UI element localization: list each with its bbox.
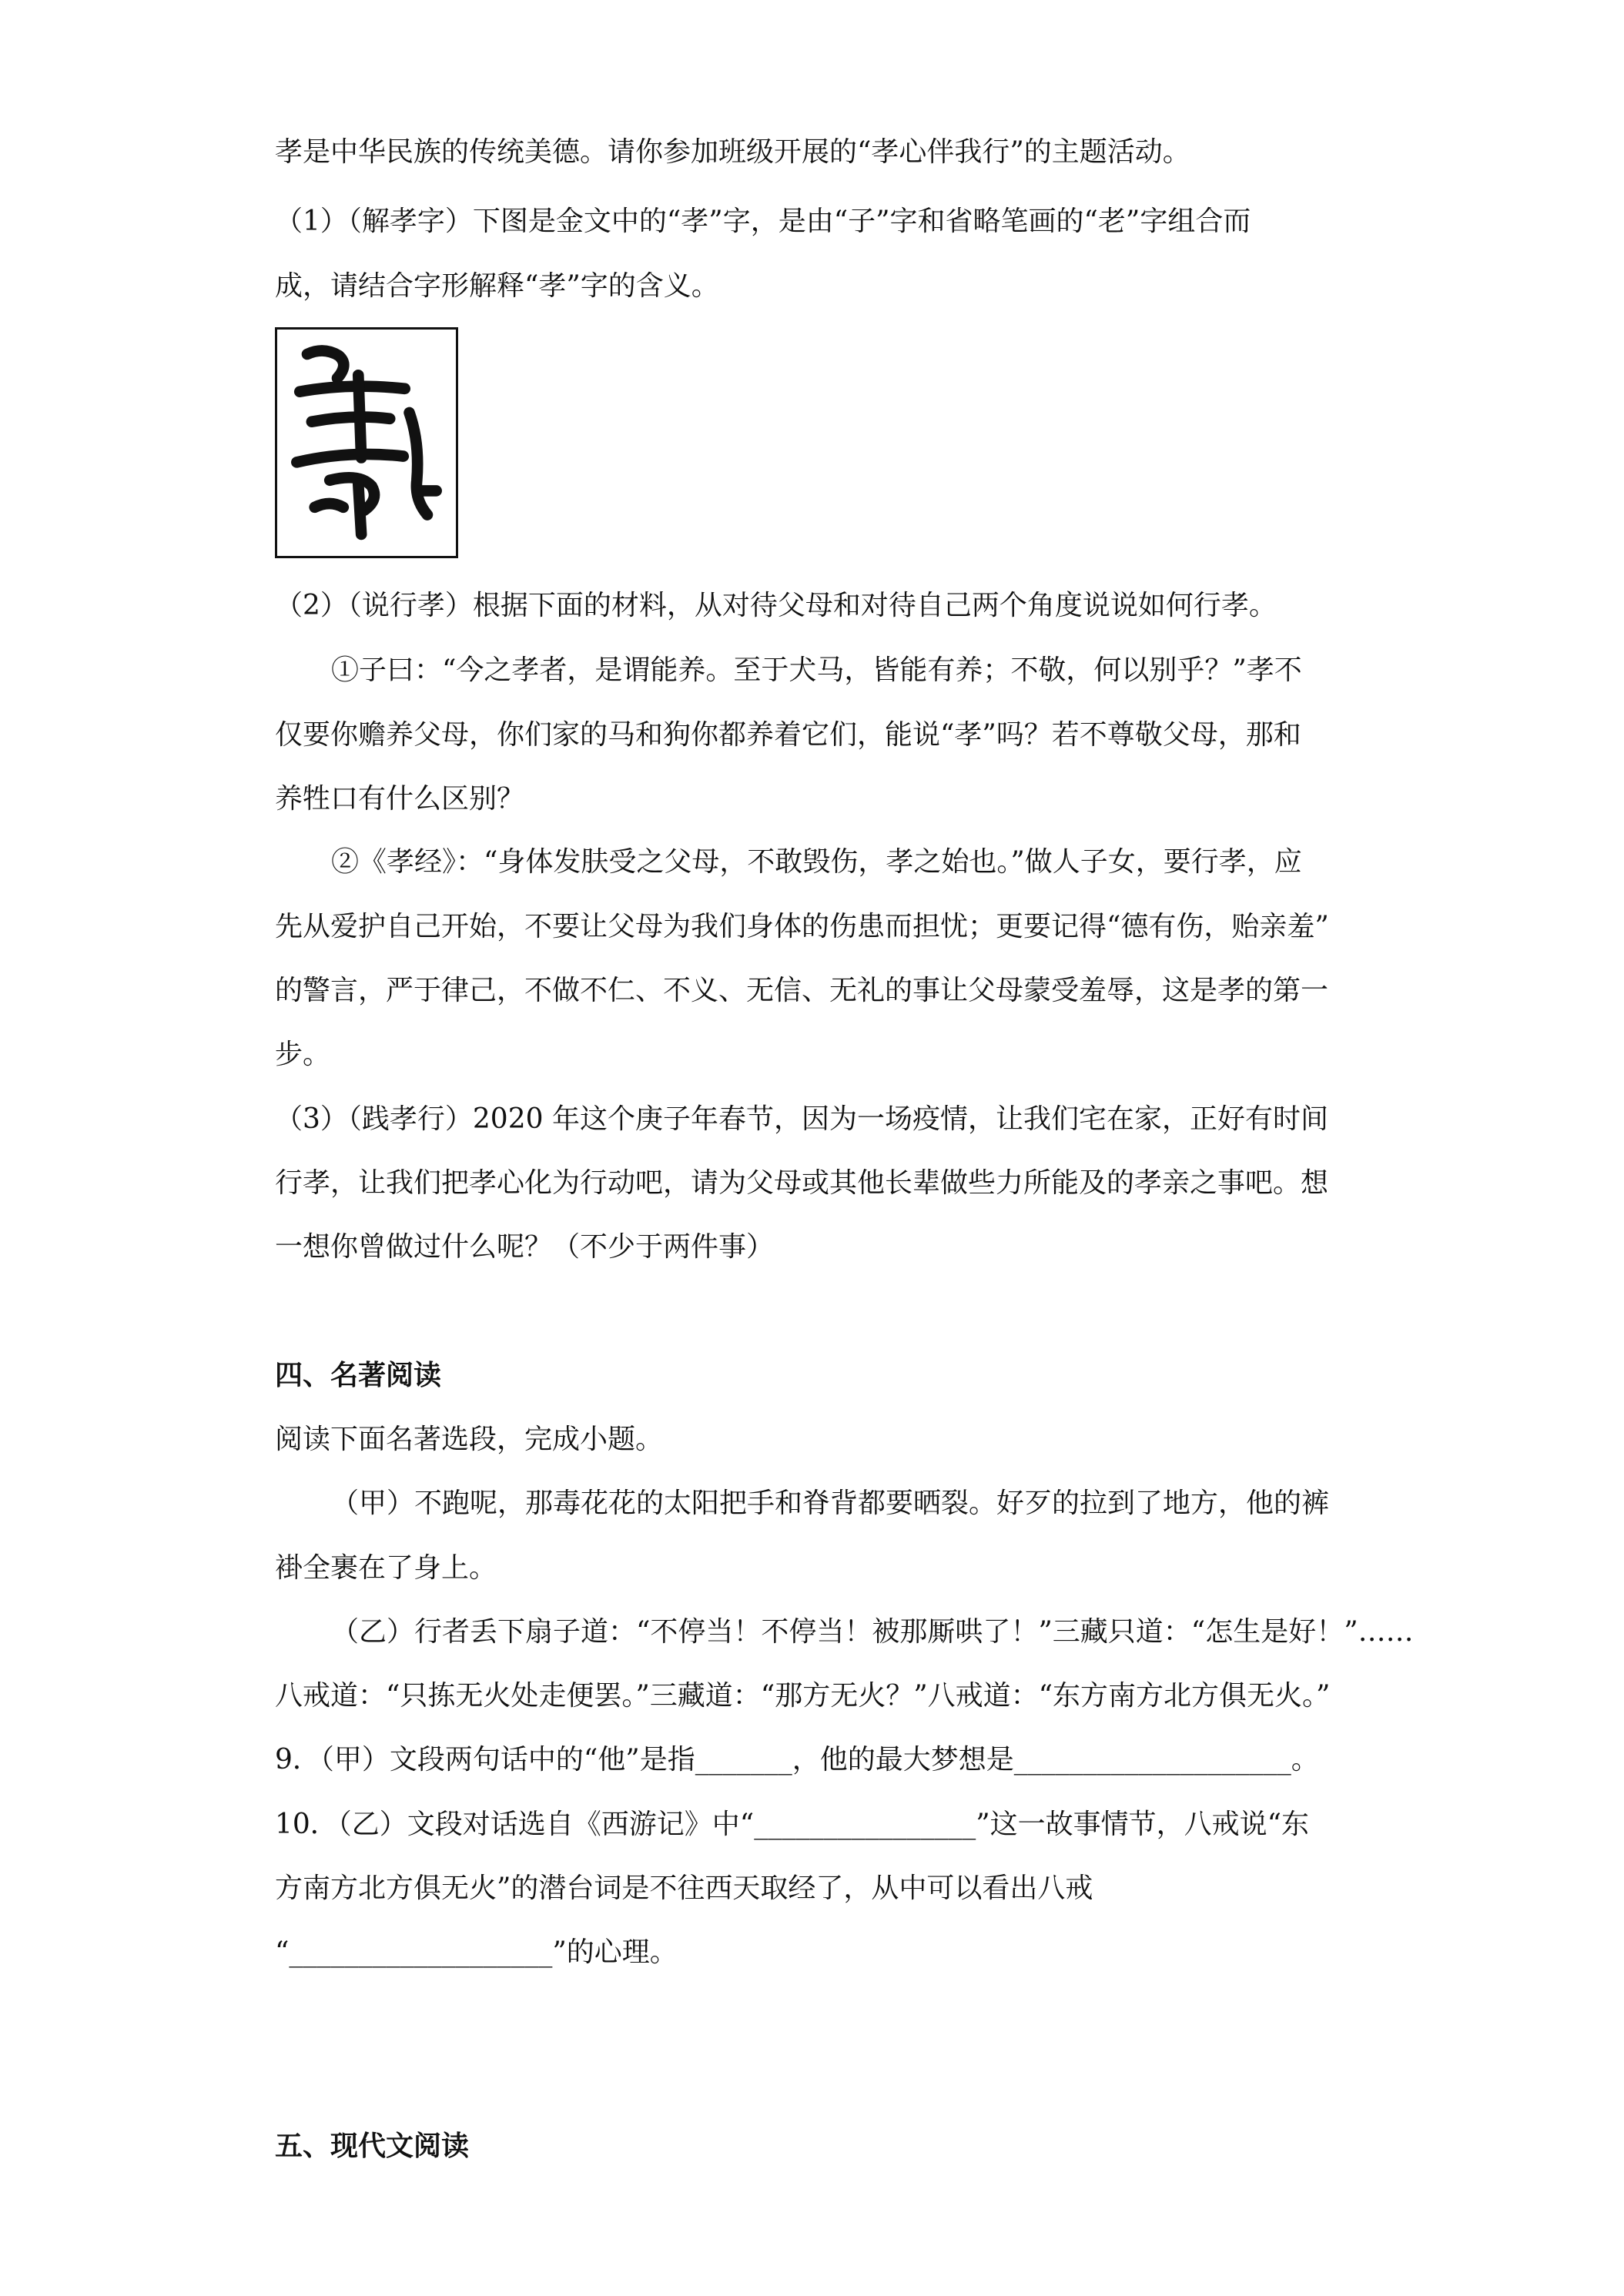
question-10-line-1: 10．（乙）文段对话选自《西游记》中“________________”这一故事情节，八戒说“东 xyxy=(275,1809,1310,1840)
question-3-line-1: （3）（践孝行）2020 年这个庚子年春节，因为一场疫情，让我们宅在家，正好有时间 xyxy=(275,1103,1328,1135)
section-4-heading: 四、名著阅读 xyxy=(275,1360,442,1391)
question-10-line-2: 方南方北方俱无火”的潜台词是不往西天取经了，从中可以看出八戒 xyxy=(275,1873,1093,1904)
question-2-line-1: （2）（说行孝）根据下面的材料，从对待父母和对待自己两个角度说说如何行孝。 xyxy=(275,590,1277,621)
question-3-line-2: 行孝，让我们把孝心化为行动吧，请为父母或其他长辈做些力所能及的孝亲之事吧。想 xyxy=(275,1167,1329,1199)
jinwen-xiao-character-icon xyxy=(277,330,456,556)
section-5-heading: 五、现代文阅读 xyxy=(275,2130,470,2162)
material-1-line-3: 养牲口有什么区别？ xyxy=(275,783,525,815)
material-1-line-2: 仅要你赡养父母，你们家的马和狗你都养着它们，能说“孝”吗？若不尊敬父母，那和 xyxy=(275,719,1301,751)
question-3-line-3: 一想你曾做过什么呢？（不少于两件事） xyxy=(275,1231,775,1263)
material-2-line-2: 先从爱护自己开始，不要让父母为我们身体的伤患而担忧；更要记得“德有伤，贻亲羞” xyxy=(275,911,1329,942)
passage-yi-line-2: 八戒道：“只拣无火处走便罢。”三藏道：“那方无火？”八戒道：“东方南方北方俱无火。” xyxy=(275,1680,1331,1712)
material-2-line-1: ②《孝经》：“身体发肤受之父母，不敢毁伤，孝之始也。”做人子女，要行孝，应 xyxy=(331,846,1302,878)
passage-jia-line-2: 褂全裹在了身上。 xyxy=(275,1552,497,1584)
material-1-line-1: ①子曰：“今之孝者，是谓能养。至于犬马，皆能有养；不敬，何以别乎？”孝不 xyxy=(331,654,1302,686)
intro-text: 孝是中华民族的传统美德。请你参加班级开展的“孝心伴我行”的主题活动。 xyxy=(275,136,1190,168)
passage-jia-line-1: （甲）不跑呢，那毒花花的太阳把手和脊背都要晒裂。好歹的拉到了地方，他的裤 xyxy=(331,1488,1330,1519)
question-10-line-3: “___________________”的心理。 xyxy=(275,1936,678,1968)
jinwen-xiao-figure xyxy=(275,327,458,558)
question-1-line-2: 成，请结合字形解释“孝”字的含义。 xyxy=(275,270,719,302)
question-9: 9．（甲）文段两句话中的“他”是指_______，他的最大梦想是____________________。 xyxy=(275,1744,1319,1776)
passage-yi-line-1: （乙）行者丢下扇子道：“不停当！不停当！被那厮哄了！”三藏只道：“怎生是好！”…… xyxy=(331,1616,1414,1648)
material-2-line-3: 的警言，严于律己，不做不仁、不义、无信、无礼的事让父母蒙受羞辱，这是孝的第一 xyxy=(275,975,1329,1006)
section-4-instruction: 阅读下面名著选段，完成小题。 xyxy=(275,1424,664,1455)
material-2-line-4: 步。 xyxy=(275,1039,331,1070)
question-1-line-1: （1）（解孝字）下图是金文中的“孝”字，是由“子”字和省略笔画的“老”字组合而 xyxy=(275,206,1251,237)
